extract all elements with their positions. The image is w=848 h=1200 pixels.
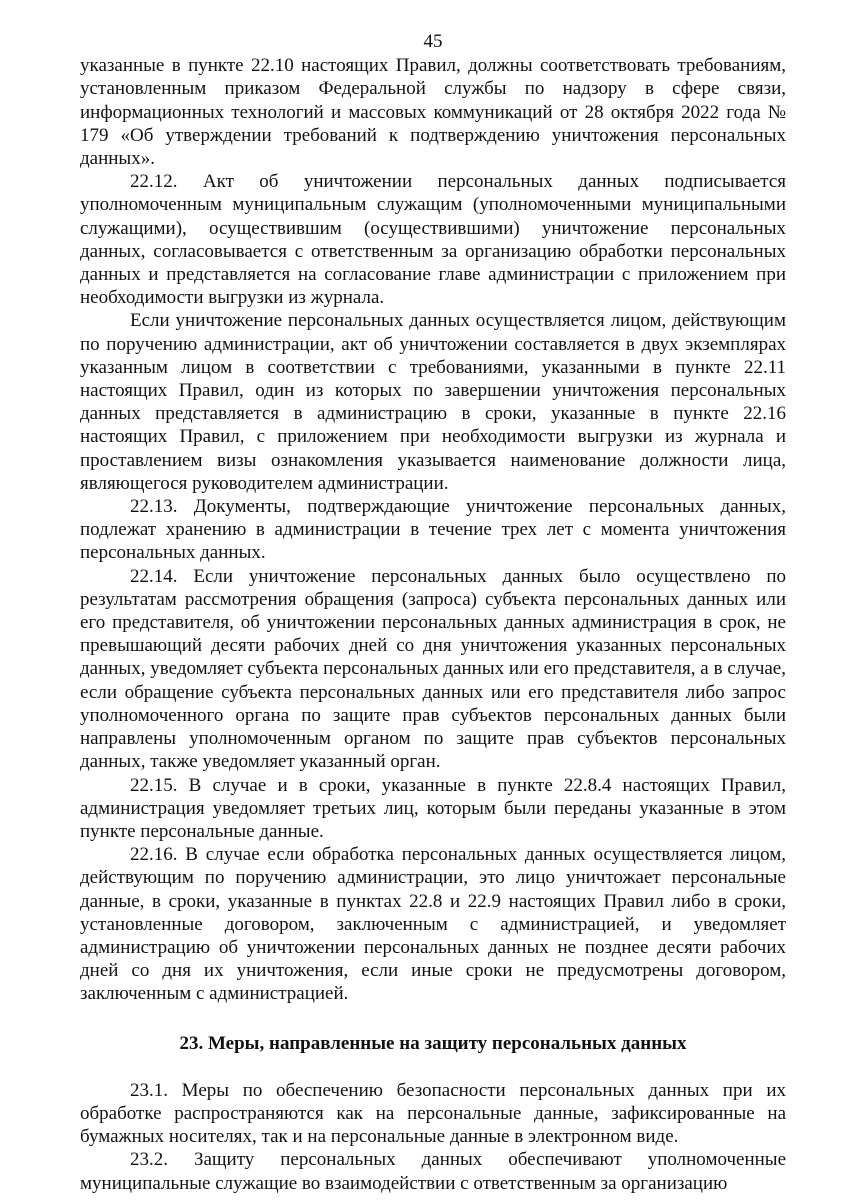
paragraph-22-15: 22.15. В случае и в сроки, указанные в пункте 22.8.4 настоящих Правил, администрация уведомляет третьих лиц, которым были переданы указанные в этом пункте персональные данные. xyxy=(80,774,786,842)
paragraph-23-1: 23.1. Меры по обеспечению безопасности персональных данных при их обработке распространяются как на персональные данные, зафиксированные на бумажных носителях, так и на персональные данные в электронном виде. xyxy=(80,1079,786,1148)
paragraph-22-14: 22.14. Если уничтожение персональных данных было осуществлено по результатам рассмотрения обращения (запроса) субъекта персональных данных или его представителя, об уничтожении персональных данных администрация в срок, не превышающий десяти рабочих дней со дня уничтожения указанных персональных данных, уведомляет субъекта персональных данных или его представителя, а в случае, если обращение субъекта персональных данных или его представителя либо запрос уполномоченного органа по защите прав субъектов персональных данных были направлены уполномоченным органом по защите прав субъектов персональных данных, также уведомляет указанный орган. xyxy=(80,565,786,773)
paragraph-22-12-delegated: Если уничтожение персональных данных осуществляется лицом, действующим по поручению администрации, акт об уничтожении составляется в двух экземплярах указанным лицом в соответствии с требованиями, указанными в пункте 22.11 настоящих Правил, один из которых по завершении уничтожения персональных данных представляется в администрацию в сроки, указанные в пункте 22.16 настоящих Правил, с приложением при необходимости выгрузки из журнала и проставлением визы ознакомления указывается наименование должности лица, являющегося руководителем администрации. xyxy=(80,310,786,494)
paragraph-22-13: 22.13. Документы, подтверждающие уничтожение персональных данных, подлежат хранению в администрации в течение трех лет с момента уничтожения персональных данных. xyxy=(80,496,786,564)
section-heading: 23. Меры, направленные на защиту персональных данных xyxy=(179,1032,687,1054)
paragraph-22-12: 22.12. Акт об уничтожении персональных данных подписывается уполномоченным муниципальным служащим (уполномоченными муниципальными служащими), осуществившим (осуществившими) уничтожение персональных данных, согласовывается с ответственным за организацию обработки персональных данных и представляется на согласование главе администрации с приложением при необходимости выгрузки из журнала. xyxy=(80,171,786,309)
page-number: 45 xyxy=(423,31,443,52)
paragraph-22-11-continuation: указанные в пункте 22.10 настоящих Правил, должны соответствовать требованиям, установленным приказом Федеральной службы по надзору в сфере связи, информационных технологий и массовых коммуникаций от 28 октября 2022 года № 179 «Об утверждении требований к подтверждению уничтожения персональных данных». xyxy=(80,55,786,170)
paragraph-23-2: 23.2. Защиту персональных данных обеспечивают уполномоченные муниципальные служащие во взаимодействии с ответственным за организацию xyxy=(80,1149,786,1194)
paragraph-22-16: 22.16. В случае если обработка персональных данных осуществляется лицом, действующим по поручению администрации, это лицо уничтожает персональные данные, в сроки, указанные в пунктах 22.8 и 22.9 настоящих Правил либо в сроки, установленные договором, заключенным с администрацией, и уведомляет администрацию об уничтожении персональных данных не позднее десяти рабочих дней со дня их уничтожения, если иные сроки не предусмотрены договором, заключенным с администрацией. xyxy=(80,844,786,1005)
